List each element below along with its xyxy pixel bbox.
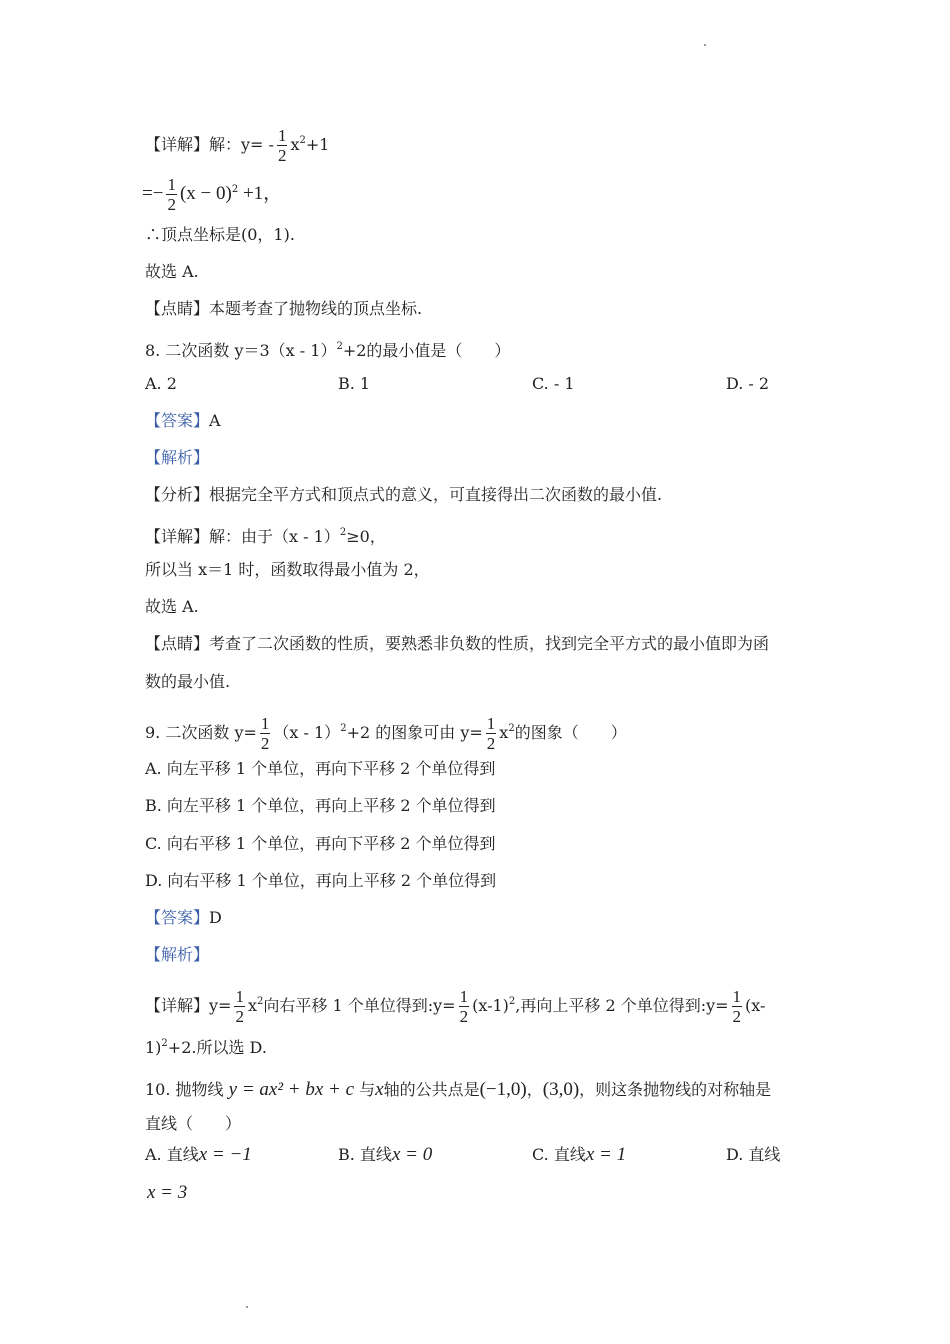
q8-line2: 所以当 x＝1 时，函数取得最小值为 2，	[145, 560, 430, 579]
q8-detail: 【详解】解：由于（x - 1）$^2$≥0，	[145, 527, 386, 546]
q9-option-d: D. 向右平移 1 个单位，再向上平移 2 个单位得到	[145, 871, 497, 890]
q10-option-b: B. 直线x = 0	[338, 1144, 433, 1165]
p7-line2: =− $\frac{1}{2}$ $(x - 0)^2 +1$，	[142, 175, 283, 214]
q9-detail-line2: 1)$^2$+2.所以选 D.	[145, 1038, 267, 1057]
p7-comment: 【点睛】本题考查了抛物线的顶点坐标.	[145, 299, 423, 318]
q9-option-c: C. 向右平移 1 个单位，再向下平移 2 个单位得到	[145, 834, 496, 853]
footer-dot	[246, 1306, 248, 1308]
q9-option-b: B. 向左平移 1 个单位，再向上平移 2 个单位得到	[145, 796, 496, 815]
fraction: $\frac{1}{2}$	[486, 714, 496, 753]
header-dot	[704, 44, 706, 46]
fraction: $\frac{1}{2}$	[277, 126, 287, 165]
formula: y = ax² + bx + c	[228, 1079, 355, 1100]
q9-answer: 【答案】D	[145, 908, 222, 927]
q8-answer: 【答案】A	[145, 411, 221, 430]
q8-option-a: A. 2	[145, 374, 177, 393]
p7-detail-line: 【详解】解：y= - $\frac{1}{2}$ $x^2+1$	[145, 126, 330, 165]
q8-comment-2: 数的最小值.	[145, 672, 231, 691]
q9-analysis-label: 【解析】	[145, 945, 210, 964]
p7-line4: 故选 A.	[145, 262, 199, 281]
q8-option-c: C. - 1	[532, 374, 575, 393]
fraction: $\frac{1}{2}$	[732, 987, 742, 1026]
fraction: $\frac{1}{2}$	[459, 987, 469, 1026]
q8-option-d: D. - 2	[726, 374, 770, 393]
q10-question: 10. 抛物线 y = ax² + bx + c 与x轴的公共点是(−1,0)，(3,0)，则这条抛物线的对称轴是	[145, 1079, 772, 1100]
q8-option-b: B. 1	[338, 374, 371, 393]
q9-question: 9. 二次函数 y= $\frac{1}{2}$ （x - 1）$^2$+2 的图象可由 y= $\frac{1}{2}$ $x^2$的图象（ ）	[145, 714, 627, 753]
detail-label: 【详解】	[145, 135, 210, 154]
q9-detail: 【详解】y= $\frac{1}{2}$ $x^2$向右平移 1 个单位得到:y= $\frac{1}{2}$ $(x-1)^2$,再向上平移 2 个单位得到:y= $\frac{1}{2}$ (x-	[145, 987, 766, 1026]
q8-analysis-label: 【解析】	[145, 448, 210, 467]
q10-option-c: C. 直线x = 1	[532, 1144, 627, 1165]
p7-line3: ∴顶点坐标是(0，1).	[145, 225, 295, 244]
fraction: $\frac{1}{2}$	[235, 987, 244, 1026]
q10-option-d: D. 直线	[726, 1145, 781, 1164]
fraction: $\frac{1}{2}$	[167, 175, 176, 214]
q8-question: 8. 二次函数 y＝3（x - 1）$^2$+2的最小值是（ ）	[145, 341, 511, 360]
q8-fenxi: 【分析】根据完全平方式和顶点式的意义，可直接得出二次函数的最小值.	[145, 485, 663, 504]
q10-option-d-math: x = 3	[147, 1182, 188, 1203]
q8-comment: 【点睛】考查了二次函数的性质，要熟悉非负数的性质，找到完全平方式的最小值即为函	[145, 634, 770, 653]
q10-option-a: A. 直线x = −1	[145, 1144, 252, 1165]
fraction: $\frac{1}{2}$	[260, 714, 270, 753]
q10-line2: 直线（ ）	[145, 1114, 242, 1133]
q9-option-a: A. 向左平移 1 个单位，再向下平移 2 个单位得到	[145, 759, 496, 778]
q8-line3: 故选 A.	[145, 597, 199, 616]
